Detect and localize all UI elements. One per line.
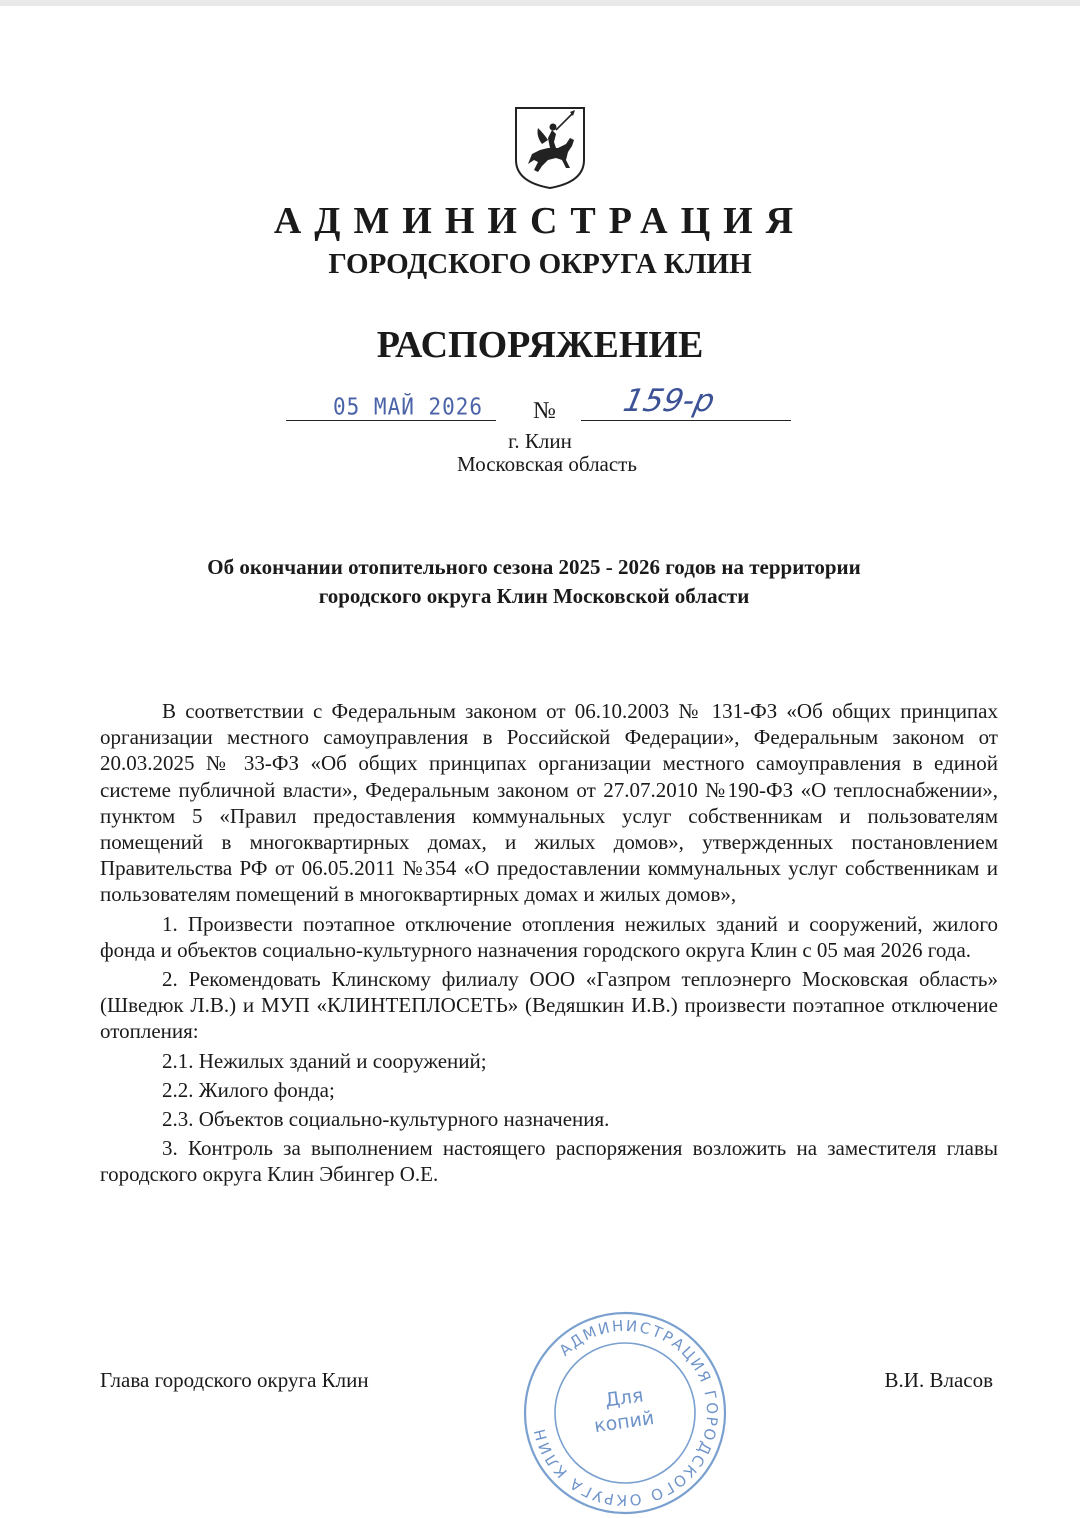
seal-center-line-1: Для: [603, 1384, 645, 1412]
item-2-1: 2.1. Нежилых зданий и сооружений;: [162, 1048, 487, 1073]
document-type: РАСПОРЯЖЕНИЕ: [376, 324, 704, 366]
signatory-name: В.И. Власов: [884, 1368, 993, 1392]
number-underline: [581, 420, 791, 421]
signatory-role: Глава городского округа Клин: [100, 1368, 369, 1392]
item-2: 2. Рекомендовать Клинскому филиалу ООО «Газпром теплоэнерго Московская область» (Шведюк Л.В.) и МУП «КЛИНТЕПЛОСЕТЬ» (Ведяшкин И.В.) произвести поэтапное отключение отопления:: [100, 967, 998, 1044]
scan-top-edge: [0, 0, 1080, 6]
item-2-3: 2.3. Объектов социально-культурного назначения.: [162, 1107, 610, 1132]
subject-line-2: городского округа Клин Московской области: [318, 584, 750, 608]
klin-coat-of-arms-icon: [512, 104, 588, 190]
item-3: 3. Контроль за выполнением настоящего распоряжения возложить на заместителя главы городского округа Клин Эбингер О.Е.: [100, 1136, 998, 1187]
preamble-paragraph: В соответствии с Федеральным законом от 06.10.2003 № 131-ФЗ «Об общих принципах организации местного самоуправления в Российской Федерации», Федеральным законом от 20.03.2025 № 33-ФЗ «Об общих принципах организации местного самоуправления в единой системе публичной власти», Федеральным законом от 27.07.2010 №190-ФЗ «О теплоснабжении», пунктом 5 «Правил предоставления коммунальных услуг собственникам и пользователям помещений в многоквартирных домах, и жилых домов», утвержденных постановлением Правительства РФ от 06.05.2011 №354 «О предоставлении коммунальных услуг собственникам и пользователям помещений в многоквартирных домах и жилых домов»,: [100, 699, 998, 907]
document-subject: [100, 553, 968, 611]
organization-subtitle: ГОРОДСКОГО ОКРУГА КЛИН: [328, 248, 752, 280]
subject-line-1: Об окончании отопительного сезона 2025 - 2026 годов на территории: [207, 555, 861, 579]
city: г. Клин: [508, 429, 572, 453]
document-body: [100, 698, 998, 1191]
official-seal-stamp: [520, 1308, 730, 1518]
date-stamp: 05 МАЙ 2026: [333, 393, 484, 421]
handwritten-number: 159-р: [620, 383, 718, 419]
seal-ring-text-span: АДМИНИСТРАЦИЯ ГОРОДСКОГО ОКРУГА КЛИН: [530, 1316, 722, 1510]
region: Московская область: [457, 452, 637, 476]
seal-center-line-2: копий: [592, 1406, 656, 1438]
item-2-2: 2.2. Жилого фонда;: [162, 1077, 335, 1102]
number-sign: №: [533, 398, 556, 424]
organization-title: АДМИНИСТРАЦИЯ: [273, 200, 807, 242]
item-1: 1. Произвести поэтапное отключение отопления нежилых зданий и сооружений, жилого фонда и объектов социально-культурного назначения городского округа Клин с 05 мая 2026 года.: [100, 911, 998, 962]
